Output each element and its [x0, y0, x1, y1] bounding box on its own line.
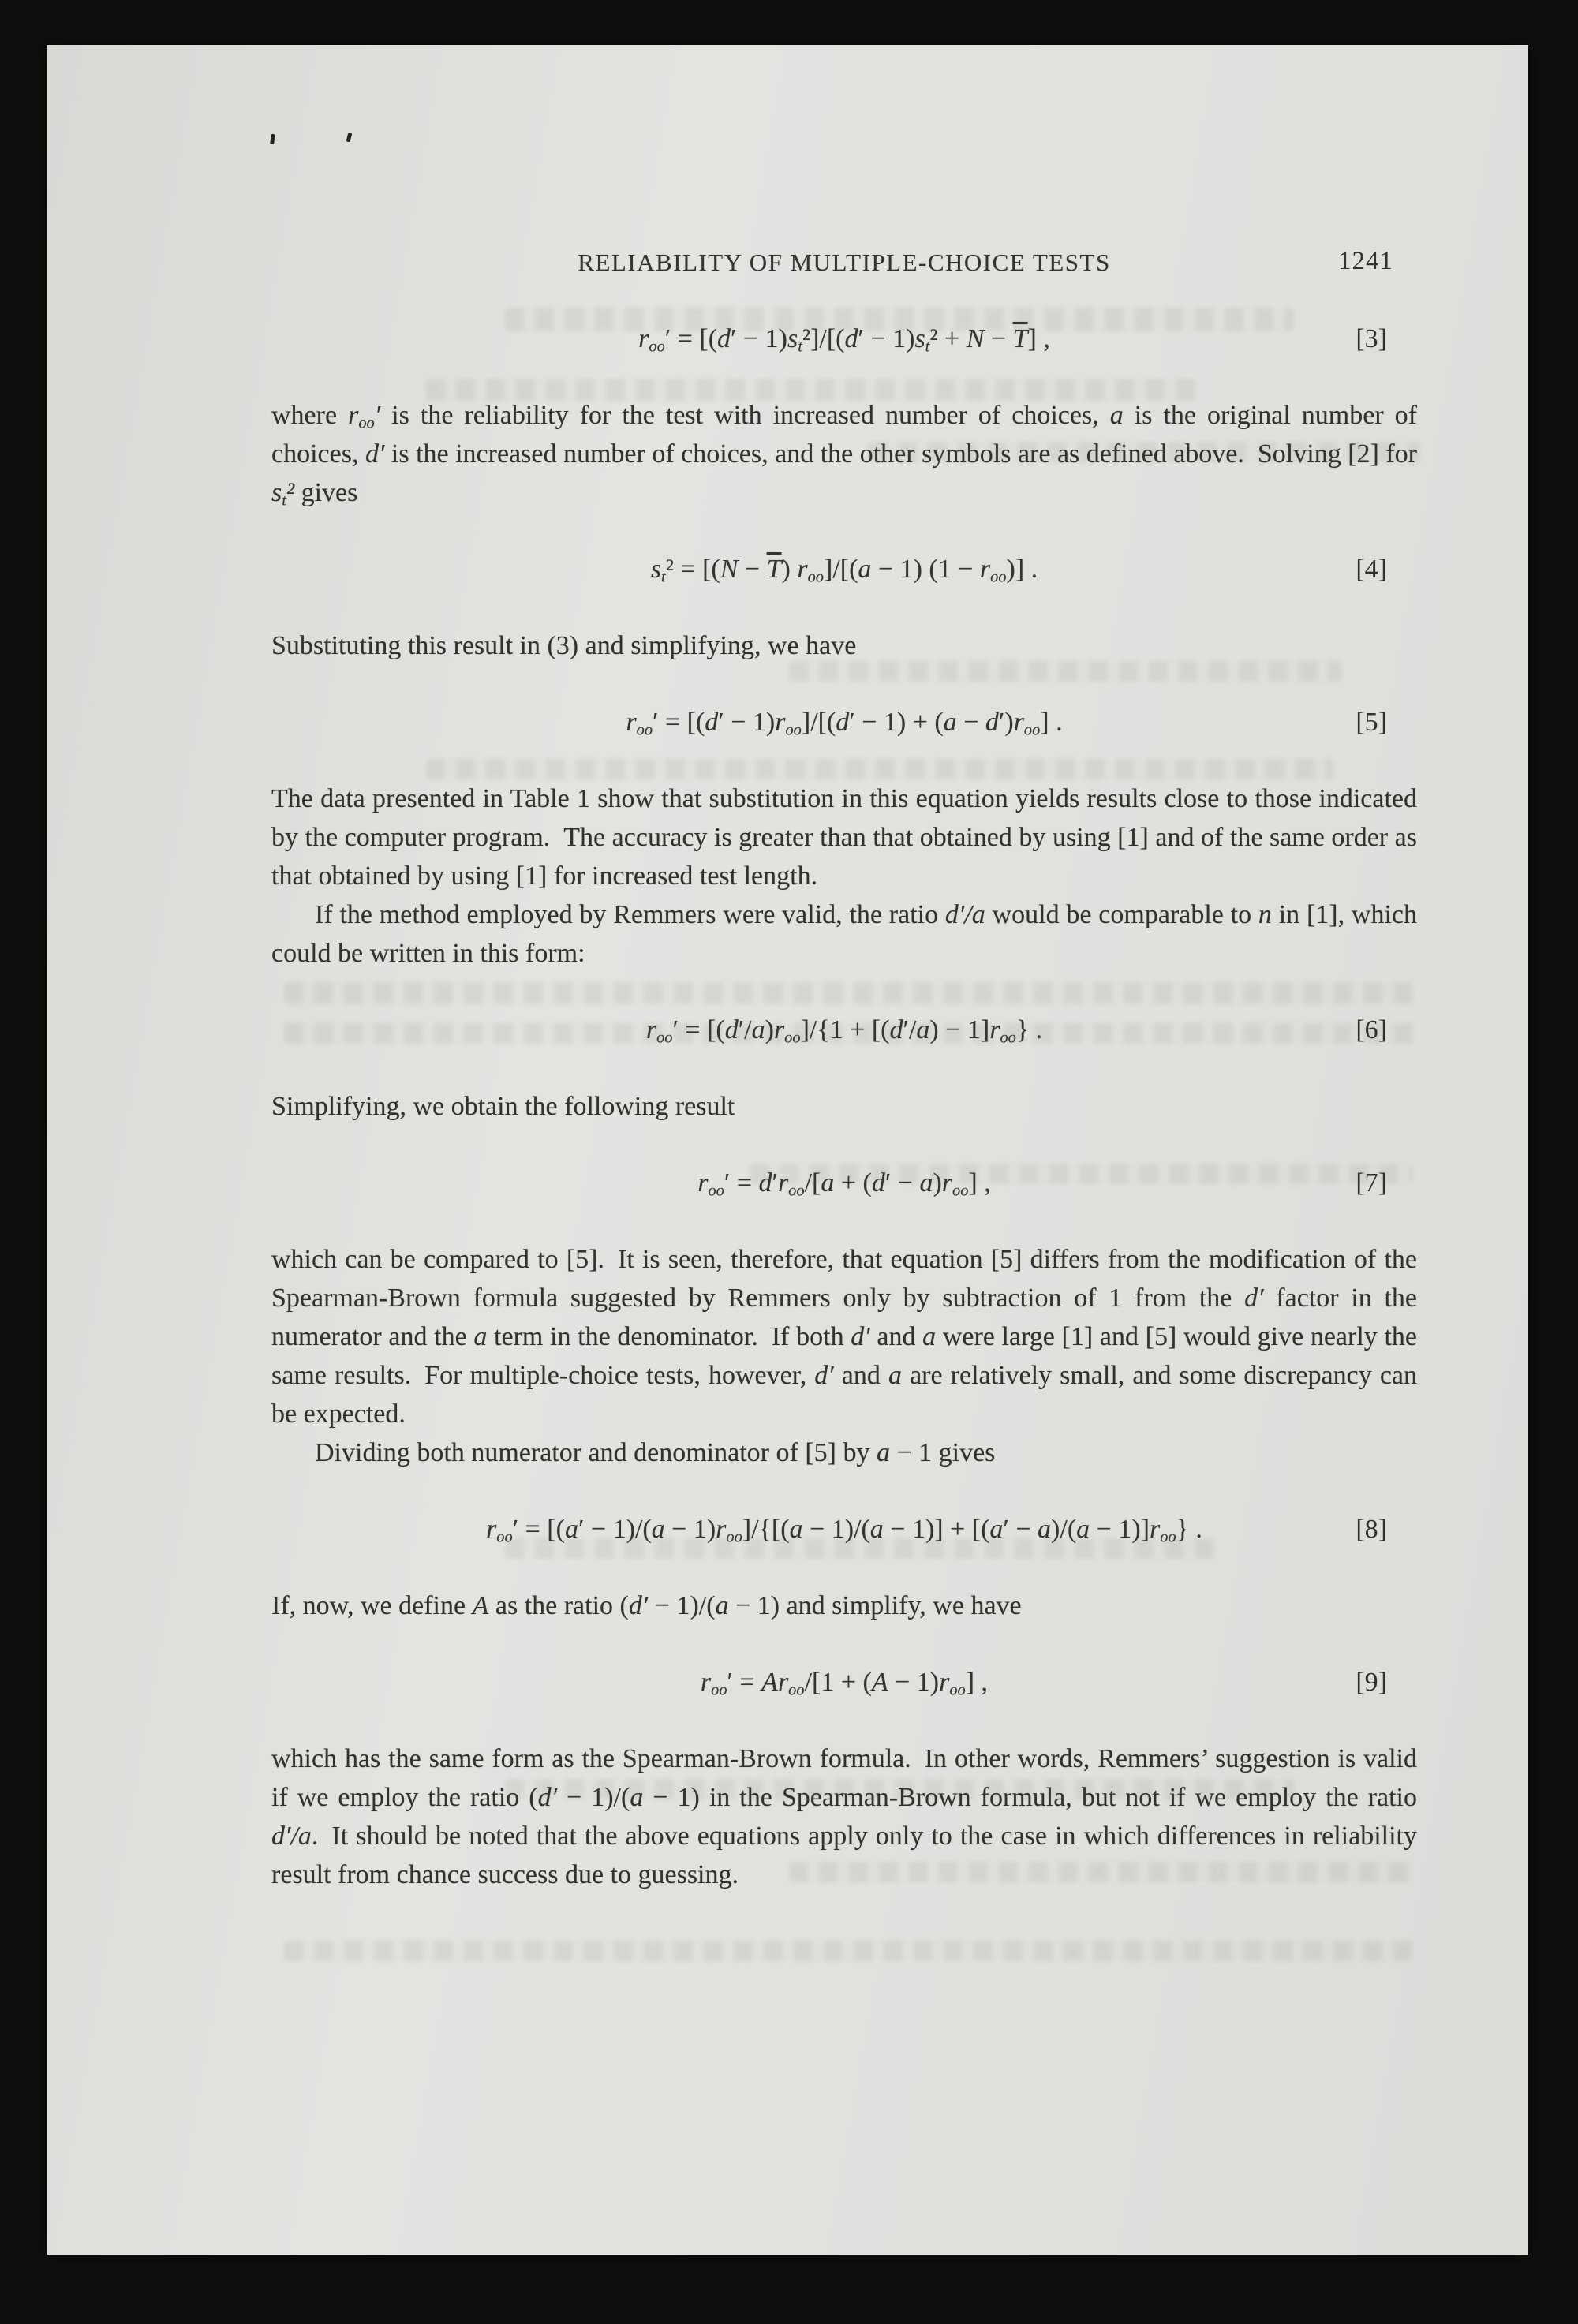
equation-number: [6]	[1356, 1015, 1387, 1044]
equation-row	[271, 1663, 1417, 1702]
equation-formula: $s_t^2 = [(N - \overline{T}) r_{oo}]/[(a - 1) (1 - r_{oo})]$ .	[650, 555, 1038, 586]
scan-speck	[270, 134, 275, 145]
paragraph: Substituting this result in (3) and simplifying, we have	[271, 631, 857, 660]
equation-formula: $r_{oo}' = [(d' - 1)r_{oo}]/[(d' - 1) + (a - d')r_{oo}]$ .	[626, 708, 1063, 739]
paragraph: Dividing both numerator and denominator of [5] by a − 1 gives	[315, 1438, 996, 1467]
equation-formula: $r_{oo}' = d'r_{oo}/[a + (d' - a)r_{oo}]$ ,	[697, 1168, 991, 1200]
equation-number: [8]	[1356, 1515, 1387, 1544]
equation-formula: $r_{oo}' = [(d' - 1)s_t^2]/[(d' - 1)s_t^2 + N - \overline{T}]$ ,	[638, 324, 1050, 356]
scanned-page	[47, 45, 1528, 2255]
paragraph: which can be compared to [5]. It is seen, therefore, that equation [5] differs from the modification of the Spearman-Brown formula suggested by Remmers only by subtraction of 1 from the d′ factor in the numerator and the a term in the denominator. If both d′ and a were large [1] and [5] would give nearly the same results. For multiple-choice tests, however, d′ and a are relatively small, and some discrepancy can be expected.	[271, 1245, 1418, 1429]
paragraph: Simplifying, we obtain the following result	[271, 1092, 735, 1121]
equation-number: [5]	[1356, 708, 1387, 737]
equation-number: [3]	[1356, 324, 1387, 353]
equation-formula: $r_{oo}' = Ar_{oo}/[1 + (A - 1)r_{oo}]$ ,	[700, 1668, 989, 1699]
paragraph: If the method employed by Remmers were valid, the ratio d′/a would be comparable to n in [1], which could be written in this form:	[271, 900, 1417, 968]
equation-number: [7]	[1356, 1168, 1387, 1197]
equation-row	[271, 550, 1417, 588]
equation-row	[271, 1164, 1417, 1202]
article-body	[271, 282, 1417, 1894]
equation-number: [4]	[1356, 555, 1387, 584]
bleed-through-ghost	[284, 1941, 1414, 1961]
scan-speck	[346, 133, 353, 143]
page-number: 1241	[1338, 247, 1393, 275]
paragraph: If, now, we define A as the ratio (d′ − 1)/(a − 1) and simplify, we have	[271, 1591, 1022, 1620]
running-head	[271, 248, 1417, 283]
paragraph: which has the same form as the Spearman-Brown formula. In other words, Remmers’ suggestion is valid if we employ the ratio (d′ − 1)/(a − 1) in the Spearman-Brown formula, but not if we employ the ratio d′/a. It should be noted that the above equations apply only to the case in which differences in reliability result from chance success due to guessing.	[271, 1744, 1417, 1889]
page-title: RELIABILITY OF MULTIPLE-CHOICE TESTS	[578, 248, 1111, 276]
equation-formula: $r_{oo}' = [(a' - 1)/(a - 1)r_{oo}]/\{[(a - 1)/(a - 1)] + [(a' - a)/(a - 1)]r_{oo}\}$ .	[486, 1515, 1202, 1546]
paragraph: The data presented in Table 1 show that substitution in this equation yields results close to those indicated by the computer program. The accuracy is greater than that obtained by using [1] and of the same order as that obtained by using [1] for increased test length.	[271, 784, 1417, 891]
paragraph: where $r_{oo}'$ is the reliability for the test with increased number of choices, a is the original number of choices, d′ is the increased number of choices, and the other symbols are as defined above. Solving [2] for $s_t^2$ gives	[271, 401, 1418, 510]
equation-formula: $r_{oo}' = [(d'/a)r_{oo}]/\{1 + [(d'/a) - 1]r_{oo}\}$ .	[645, 1015, 1043, 1047]
equation-row	[271, 1011, 1417, 1049]
equation-row	[271, 703, 1417, 742]
equation-number: [9]	[1356, 1668, 1387, 1697]
equation-row	[271, 319, 1417, 358]
equation-row	[271, 1510, 1417, 1549]
